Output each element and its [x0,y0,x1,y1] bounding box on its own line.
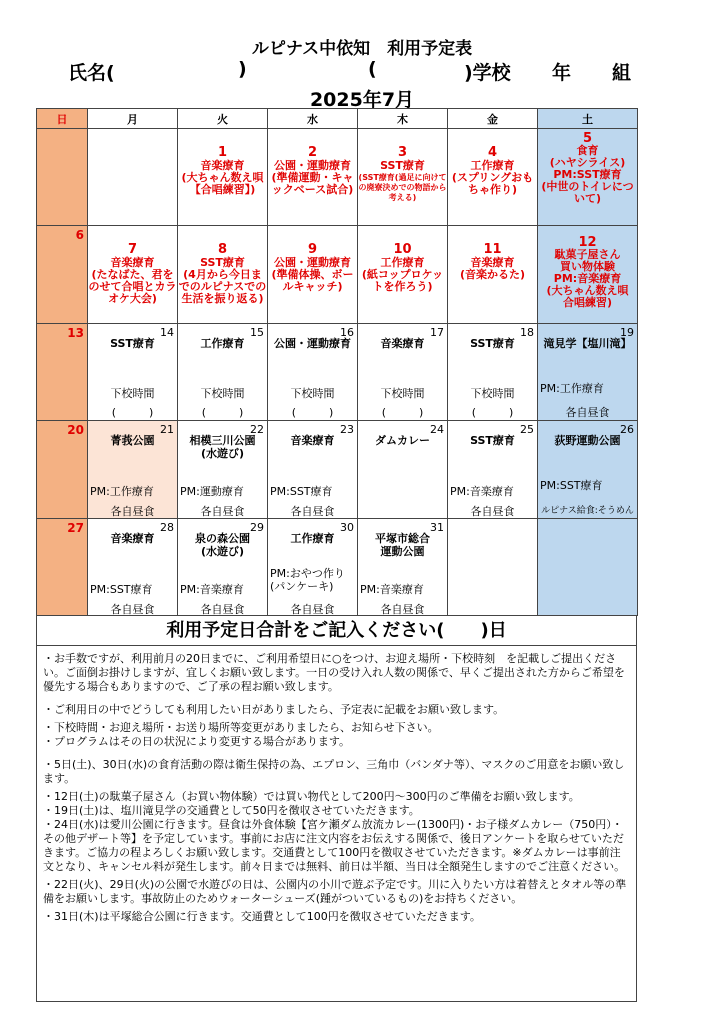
day-cell-18[interactable] [448,323,538,420]
day-number: 30 [340,520,354,534]
day-cell-29[interactable] [178,518,268,615]
day-number: 9 [307,242,318,258]
day-event: 公園・運動療育 [274,336,351,350]
day-number: 31 [430,520,444,534]
day-number: 5 [582,131,593,146]
dismissal-time-label: 下校時間 [290,386,335,400]
dismissal-time-field[interactable]: ( ) [291,405,334,419]
day-event: 音楽療育 [380,336,425,350]
day-cell-20[interactable] [37,421,88,518]
pm-program: PM:SST療育 [90,582,153,596]
day-cell-5[interactable] [538,129,638,226]
name-label: 氏名( [68,62,115,84]
weekday-sat: 土 [538,109,638,129]
day-number: 1 [217,145,228,160]
school-paren-open: ( [368,58,377,80]
lunch-note: 各自昼食 [565,405,610,419]
day-event: 公園・運動療育 (準備体操、ボールキャッチ) [271,256,354,294]
day-number: 12 [578,235,597,251]
day-number: 6 [75,228,84,243]
weekday-thu: 木 [358,109,448,129]
day-number: 4 [487,145,498,160]
day-event-title: SST療育 [380,159,425,172]
day-cell-16[interactable] [268,323,358,420]
week-row [37,129,638,226]
notes-section [36,646,637,1002]
pm-program: PM:音楽療育 [360,582,424,596]
day-number: 28 [160,520,174,534]
day-cell-10[interactable] [358,226,448,323]
day-number: 3 [397,145,408,160]
note-item: ・5日(土)、30日(水)の食育活動の際は衛生保持の為、エプロン、三角巾（バンダナ等）、マスクのご用意をお願い致します。 [43,758,625,785]
day-number: 23 [340,423,354,437]
school-label: )学校 [464,62,511,84]
name-paren-close: ) [238,58,247,80]
note-item: ・12日(土)の駄菓子屋さん（お買い物体験）では買い物代として200円～300円のご準備をお願い致します。 [43,790,580,803]
pm-program: PM:おやつ作り (パンケーキ) [270,566,345,593]
day-cell-19[interactable] [538,323,638,420]
day-cell-empty [37,129,88,226]
day-cell-1[interactable] [178,129,268,226]
day-cell-22[interactable] [178,421,268,518]
day-number: 29 [250,520,264,534]
lunch-note: 各自昼食 [200,602,245,616]
pm-program: PM:運動療育 [180,485,244,499]
day-number: 11 [483,242,502,258]
week-row [37,323,638,420]
note-item: ・31日(木)は平塚総合公園に行きます。交通費として100円を徴収させていただきます。 [43,910,481,923]
day-cell-3[interactable] [358,129,448,226]
day-cell-25[interactable] [448,421,538,518]
dismissal-time-field[interactable]: ( ) [381,405,424,419]
day-event: ダムカレー [375,434,430,448]
day-event: 泉の森公園 (水遊び) [195,531,250,558]
day-number: 16 [340,325,354,339]
day-cell-7[interactable] [88,226,178,323]
weekday-mon: 月 [88,109,178,129]
pm-program: PM:工作療育 [540,381,604,395]
dismissal-time-field[interactable]: ( ) [201,405,244,419]
day-cell-4[interactable] [448,129,538,226]
day-cell-14[interactable] [88,323,178,420]
day-number: 26 [620,423,634,437]
weekday-wed: 水 [268,109,358,129]
note-item: ・下校時間・お迎え場所・お送り場所等変更がありましたら、お知らせ下さい。 [43,721,439,734]
class-label: 組 [612,62,632,84]
day-event: 音楽療育 [290,434,335,448]
day-event: 駄菓子屋さん 買い物体験 PM:音楽療育 (大ちゃん数え唄 合唱練習) [546,248,629,310]
grade-label: 年 [552,62,572,84]
day-cell-empty [88,129,178,226]
day-number: 17 [430,325,444,339]
day-cell-27[interactable] [37,518,88,615]
day-event: 工作療育 [290,531,335,545]
day-number: 2 [307,145,318,160]
page-title: ルピナス中依知 利用予定表 [251,39,473,59]
day-event: 音楽療育 [110,531,155,545]
week-row [37,226,638,323]
note-item: ・お手数ですが、利用前月の20日までに、ご利用希望日に○をつけ、お迎え場所・下校時刻 を記載しご提出ください。ご面倒お掛けしますが、宜しくお願い致します。一日の受け入れ人数の関係で、早くご提出された方からご希望を優先する場合もありますので、ご了承の程お願い致します。 [43,652,625,693]
day-event: 相模三川公園 (水遊び) [189,434,256,461]
day-event: SST療育 [470,434,515,448]
day-cell-8[interactable] [178,226,268,323]
lunch-note: 各自昼食 [290,602,335,616]
day-cell-13[interactable] [37,323,88,420]
day-number: 7 [127,242,138,258]
lunch-note: 各自昼食 [290,505,335,519]
day-event: 平塚市総合 運動公園 [375,531,430,558]
dismissal-time-field[interactable]: ( ) [471,405,514,419]
dismissal-time-label: 下校時間 [200,386,245,400]
day-number: 27 [67,520,84,535]
day-event: 菁莪公園 [110,434,155,448]
lunch-note: 各自昼食 [380,602,425,616]
day-event: SST療育 [470,336,515,350]
lunch-note: 各自昼食 [110,602,155,616]
lunch-note: 各自昼食 [200,505,245,519]
day-cell-15[interactable] [178,323,268,420]
dismissal-time-label: 下校時間 [110,386,155,400]
day-event: 公園・運動療育 (準備運動・キャックベース試合) [271,159,354,196]
calendar-table [36,108,638,616]
day-event-detail: (SST療育(過足に向けての廃寮決めでの物語から考える) [358,173,447,202]
note-item: ・24日(水)は愛川公園に行きます。昼食は外食体験【宮ケ瀬ダム放流カレー(1300円)・お子様ダムカレー（750円）・その他デザート等】を予定しています。事前にお店に注文内容をお伝えする関係で、後日アンケートを取らせていただきます。ご協力の程よろしくお願い致します。交通費として100円を徴収させていただきます。※ダムカレーは事前注文となり、キャンセル料が発生します。前々日までは無料、前日は半額、当日は全額発生しますのでご注意ください。 [43,818,626,873]
day-cell-empty [448,518,538,615]
day-event: 音楽療育 (たなばた、君をのせて合唱とカラオケ大会) [88,256,177,306]
lunch-note: 各自昼食 [470,505,515,519]
day-cell-9[interactable] [268,226,358,323]
pm-program: PM:音楽療育 [180,582,244,596]
day-number: 25 [520,423,534,437]
week-row [37,421,638,518]
day-number: 18 [520,325,534,339]
day-event: 音楽療育 (音楽かるた) [459,256,526,282]
note-item: ・22日(火)、29日(火)の公園で水遊びの日は、公園内の小川で遊ぶ予定です。川に入りたい方は着替えとタオル等の準備をお願いします。事故防止のためウォーターシューズ(踵がついているもの)をお持ちください。 [43,878,627,905]
day-cell-6[interactable] [37,226,88,323]
day-cell-21[interactable] [88,421,178,518]
day-cell-24[interactable] [358,421,448,518]
day-number: 24 [430,423,444,437]
note-item: ・ご利用日の中でどうしても利用したい日がありましたら、予定表に記載をお願い致します。 [43,703,505,716]
dismissal-time-label: 下校時間 [380,386,425,400]
day-cell-empty [538,518,638,615]
day-event: 滝見学【塩川滝】 [543,336,632,350]
day-cell-12[interactable] [538,226,638,323]
day-number: 20 [67,423,84,438]
day-number: 13 [67,325,84,340]
day-cell-23[interactable] [268,421,358,518]
day-cell-11[interactable] [448,226,538,323]
weekday-header-row [37,109,638,129]
pm-program: PM:工作療育 [90,485,154,499]
month-title: 2025年7月 [309,89,415,111]
day-event: 荻野運動公園 [554,434,621,448]
day-cell-28[interactable] [88,518,178,615]
day-event: SST療育 (4月から今日までのルピナスでの生活を振り返る) [178,256,267,306]
lunch-note: 各自昼食 [110,505,155,519]
day-event: SST療育 [110,336,155,350]
total-days-field[interactable]: 利用予定日合計をご記入ください( )日 [36,616,637,646]
day-cell-2[interactable] [268,129,358,226]
day-number: 19 [620,325,634,339]
day-event: 食育 (ハヤシライス) PM:SST療育 (中世のトイレについて) [541,144,634,205]
day-event: 工作療育 (紙コップロケットを作ろう) [361,256,444,294]
day-number: 22 [250,423,264,437]
day-event: 工作療育 (スプリングおもちゃ作り) [451,159,534,196]
day-cell-17[interactable] [358,323,448,420]
day-number: 14 [160,325,174,339]
dismissal-time-label: 下校時間 [470,386,515,400]
week-row [37,518,638,615]
day-event: 音楽療育 (大ちゃん数え唄 【合唱練習】) [181,159,264,196]
day-cell-31[interactable] [358,518,448,615]
weekday-sun: 日 [37,109,88,129]
note-item: ・19日(土)は、塩川滝見学の交通費として50円を徴収させていただきます。 [43,804,420,817]
day-event: 工作療育 [200,336,245,350]
day-cell-30[interactable] [268,518,358,615]
weekday-fri: 金 [448,109,538,129]
note-item: ・プログラムはその日の状況により変更する場合があります。 [43,735,351,748]
day-number: 10 [393,242,412,258]
pm-program: PM:SST療育 [270,485,333,499]
weekday-tue: 火 [178,109,268,129]
pm-program: PM:音楽療育 [450,485,514,499]
lunch-note: ルピナス給食:そうめん [541,506,634,517]
day-cell-26[interactable] [538,421,638,518]
day-number: 8 [217,242,228,258]
dismissal-time-field[interactable]: ( ) [111,405,154,419]
pm-program: PM:SST療育 [540,479,603,493]
day-number: 15 [250,325,264,339]
day-number: 21 [160,423,174,437]
